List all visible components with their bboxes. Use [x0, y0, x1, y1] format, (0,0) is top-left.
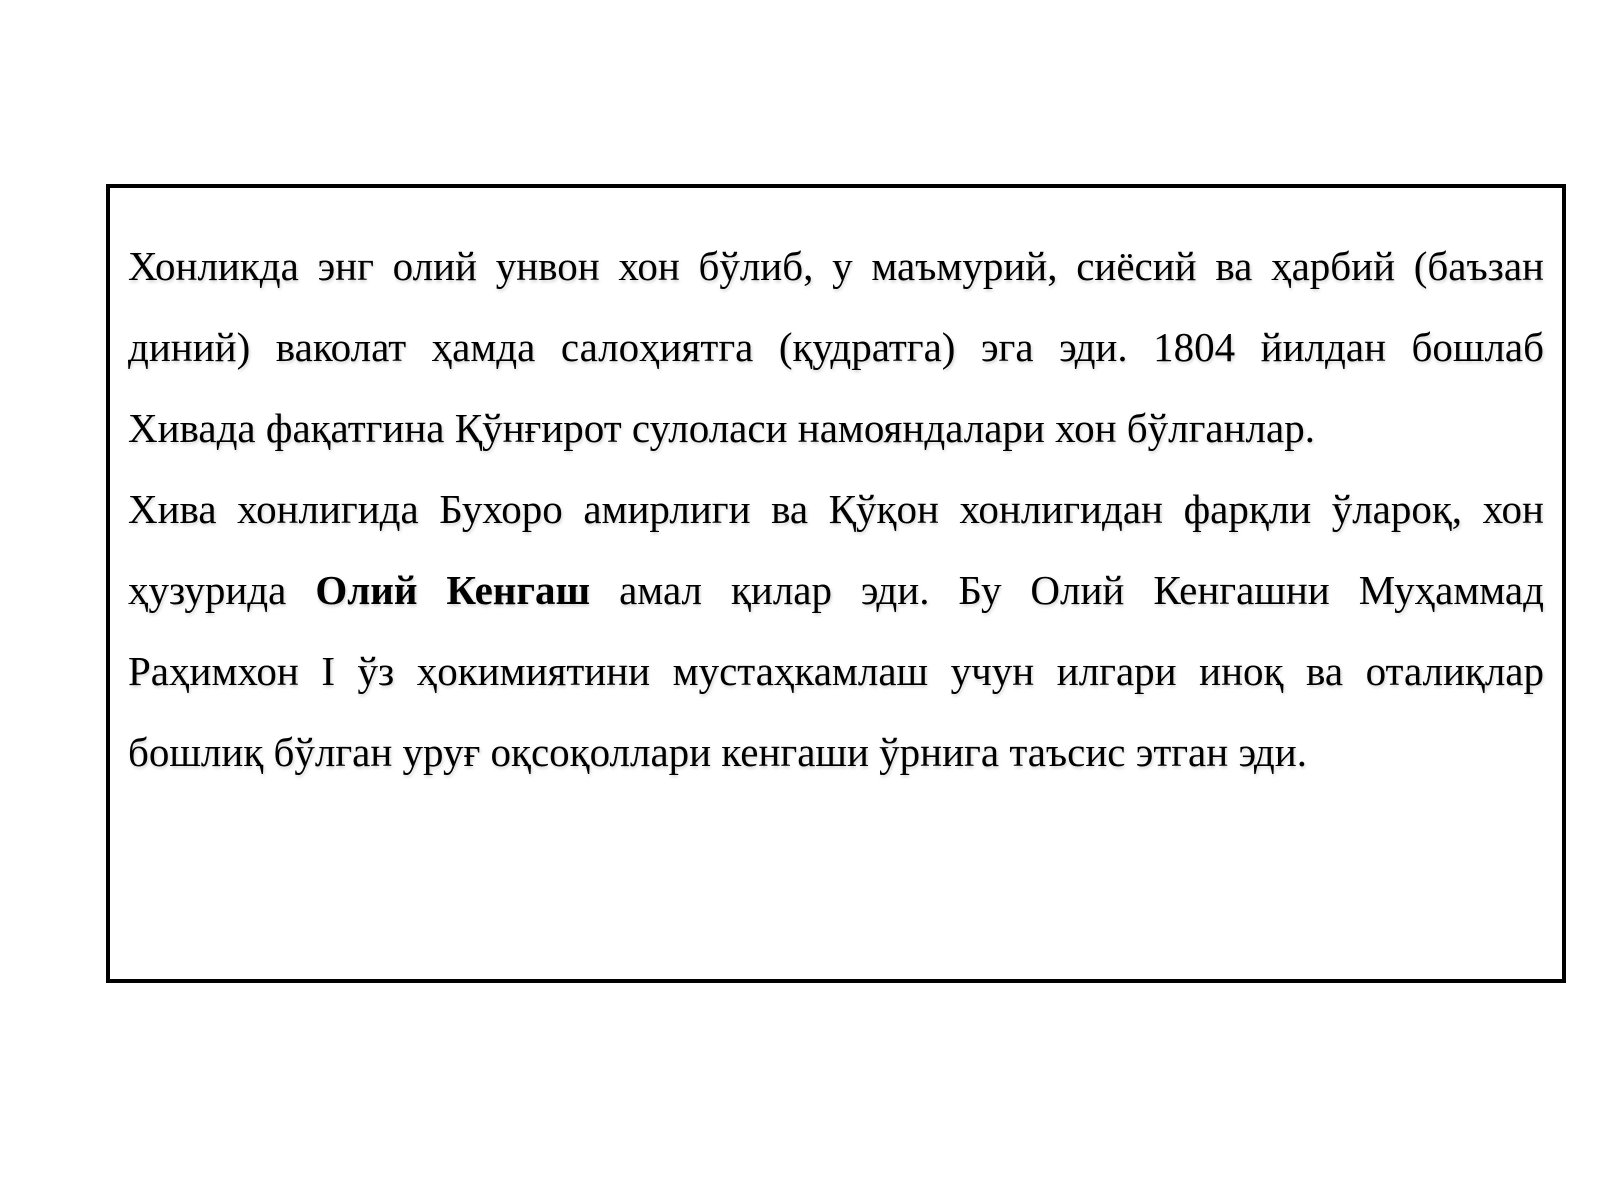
paragraph-1-text: Хонликда энг олий унвон хон бўлиб, у маъмурий, сиёсий ва ҳарбий (баъзан диний) ваколат ҳамда салоҳиятга (қудратга) эга эди. 1804 йилдан бошлаб Хивада фақатгина Қўнғирот сулоласи намояндалари хон бўлганлар. [128, 243, 1544, 451]
text-frame [106, 184, 1566, 983]
paragraph-khan-title [128, 226, 1544, 469]
text-body [128, 226, 1544, 793]
paragraph-supreme-council [128, 469, 1544, 793]
supreme-council-term: Олий Кенгаш [315, 567, 591, 613]
paragraph-2-text-after: амал қилар эди. Бу Олий Кенгашни Муҳаммад Раҳимхон I ўз ҳокимиятини мустаҳкамлаш учун илгари иноқ ва оталиқлар бошлиқ бўлган уруғ оқсоқоллари кенгаши ўрнига таъсис этган эди. [128, 567, 1544, 775]
paragraph-2-text-before: Хива хонлигида Бухоро амирлиги ва Қўқон хонлигидан фарқли ўлароқ, хон ҳузурида [128, 486, 1544, 613]
